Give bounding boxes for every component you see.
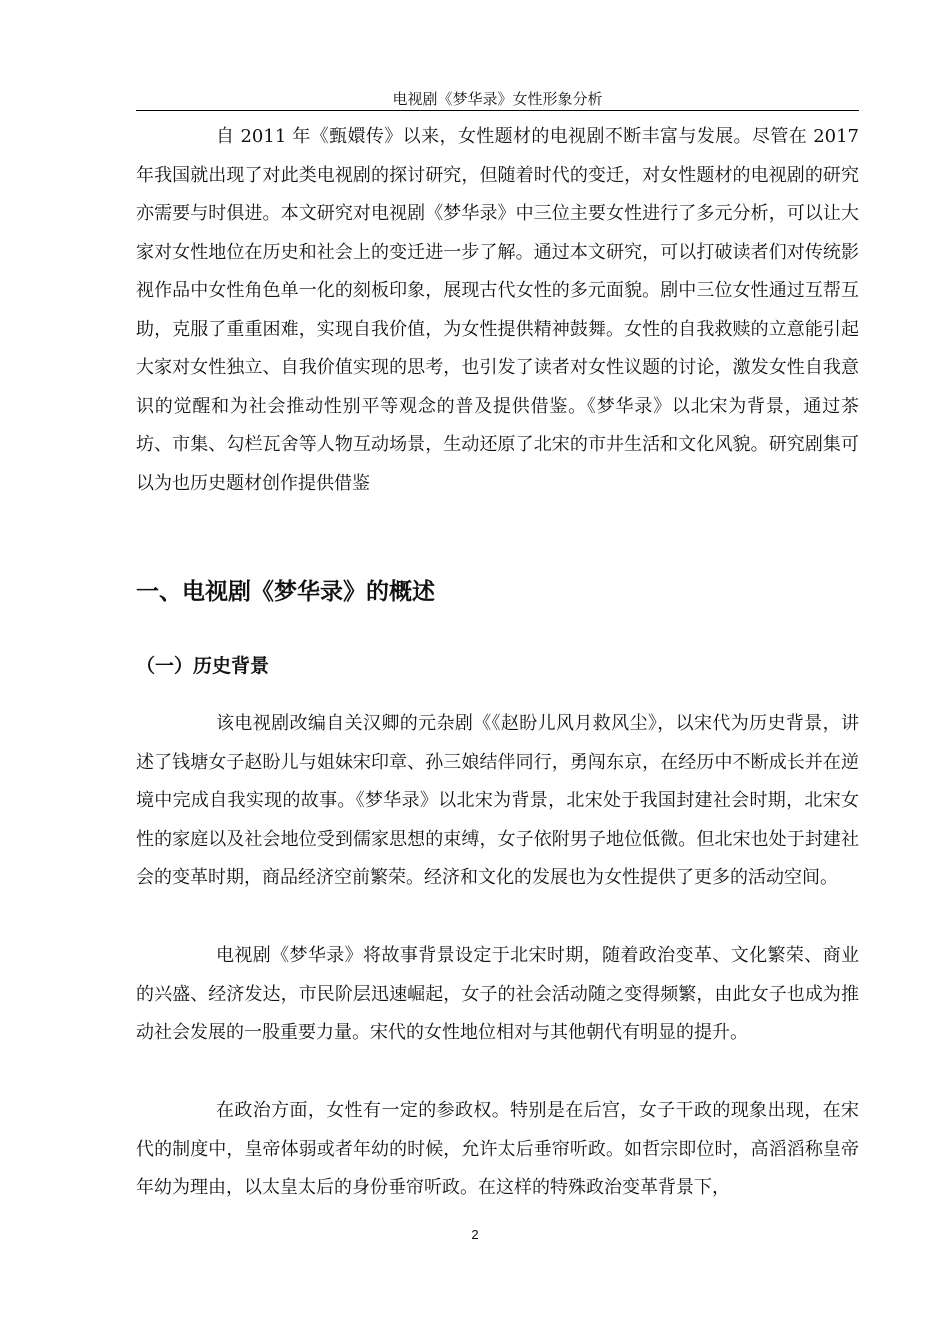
- body-paragraph: 电视剧《梦华录》将故事背景设定于北宋时期，随着政治变革、文化繁荣、商业的兴盛、经济发达，市民阶层迅速崛起，女子的社会活动随之变得频繁，由此女子也成为推动社会发展的一股重要力量。宋代的女性地位相对与其他朝代有明显的提升。: [136, 945, 859, 1043]
- page-header: [136, 88, 859, 111]
- header-title: 电视剧《梦华录》女性形象分析: [392, 90, 603, 108]
- section-heading: 一、电视剧《梦华录》的概述: [136, 579, 435, 605]
- body-paragraph: 在政治方面，女性有一定的参政权。特别是在后宫，女子干政的现象出现，在宋代的制度中，皇帝体弱或者年幼的时候，允许太后垂帘听政。如哲宗即位时，高滔滔称皇帝年幼为理由，以太皇太后的身份垂帘听政。在这样的特殊政治变革背景下，: [136, 1100, 859, 1198]
- subsection-heading: （一）历史背景: [136, 655, 270, 677]
- body-paragraph: 该电视剧改编自关汉卿的元杂剧《《赵盼儿风月救风尘》，以宋代为历史背景，讲述了钱塘女子赵盼儿与姐妹宋印章、孙三娘结伴同行，勇闯东京，在经历中不断成长并在逆境中完成自我实现的故事。《梦华录》以北宋为背景，北宋处于我国封建社会时期，北宋女性的家庭以及社会地位受到儒家思想的束缚，女子依附男子地位低微。但北宋也处于封建社会的变革时期，商品经济空前繁荣。经济和文化的发展也为女性提供了更多的活动空间。: [136, 713, 859, 888]
- intro-paragraph: 自 2011 年《甄嬛传》以来，女性题材的电视剧不断丰富与发展。尽管在 2017 年我国就出现了对此类电视剧的探讨研究，但随着时代的变迁，对女性题材的电视剧的研究亦需要与时俱进。本文研究对电视剧《梦华录》中三位主要女性进行了多元分析，可以让大家对女性地位在历史和社会上的变迁进一步了解。通过本文研究，可以打破读者们对传统影视作品中女性角色单一化的刻板印象，展现古代女性的多元面貌。剧中三位女性通过互帮互助，克服了重重困难，实现自我价值，为女性提供精神鼓舞。女性的自我救赎的立意能引起大家对女性独立、自我价值实现的思考，也引发了读者对女性议题的讨论，激发女性自我意识的觉醒和为社会推动性别平等观念的普及提供借鉴。《梦华录》以北宋为背景，通过茶坊、市集、勾栏瓦舍等人物互动场景，生动还原了北宋的市井生活和文化风貌。研究剧集可以为也历史题材创作提供借鉴: [136, 126, 859, 494]
- page-number: 2: [471, 1227, 479, 1242]
